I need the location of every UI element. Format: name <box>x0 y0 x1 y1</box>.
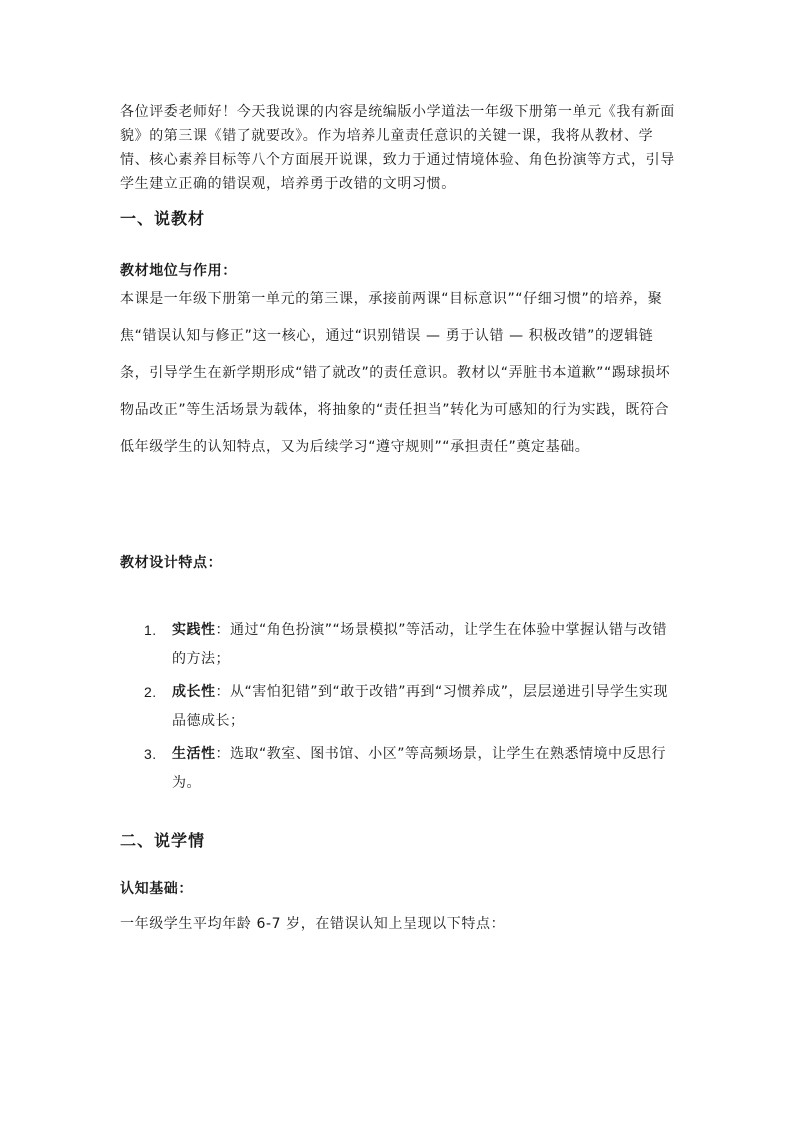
cognition-paragraph: 一年级学生平均年龄 6-7 岁，在错误认知上呈现以下特点： <box>120 916 506 932</box>
list-item-separator: ： <box>215 746 230 762</box>
textbook-position-paragraph: 本课是一年级下册第一单元的第三课，承接前两课“目标意识”“仔细习惯”的培养，聚焦“错误认知与修正”这一核心，通过“识别错误 — 勇于认错 — 积极改错”的逻辑链条，引导学生在新学期形成“错了就改”的责任意识。教材以“弄脏书本道歉”“踢球损坏物品改正”等生活场景为载体，将抽象的“责任担当”转化为可感知的行为实践，既符合低年级学生的认知特点，又为后续学习“遵守规则”“承担责任”奠定基础。 <box>120 291 671 455</box>
list-item <box>120 616 676 674</box>
list-item-number: 3. <box>144 746 157 762</box>
list-item-number: 1. <box>144 622 157 638</box>
list-item-text: 从“害怕犯错”到“敢于改错”再到“习惯养成”，层层递进引导学生实现品德成长； <box>172 684 669 729</box>
list-item <box>120 678 676 736</box>
textbook-position-title: 教材地位与作用： <box>120 263 237 279</box>
list-item-term: 实践性 <box>172 622 216 638</box>
list-item-text: 通过“角色扮演”“场景模拟”等活动，让学生在体验中掌握认错与改错的方法； <box>172 622 668 667</box>
list-item <box>120 740 676 798</box>
list-item-term: 生活性 <box>172 746 216 762</box>
list-item-term: 成长性 <box>172 684 216 700</box>
list-item-separator: ： <box>215 684 230 700</box>
section-2-heading: 二、说学情 <box>120 831 206 850</box>
textbook-features-list <box>120 616 676 802</box>
list-item-number: 2. <box>144 684 157 700</box>
list-item-text: 选取“教室、图书馆、小区”等高频场景，让学生在熟悉情境中反思行为。 <box>172 746 667 791</box>
list-item-separator: ： <box>215 622 230 638</box>
section-1-heading: 一、说教材 <box>120 209 206 228</box>
cognition-title: 认知基础： <box>120 881 193 897</box>
intro-paragraph: 各位评委老师好！今天我说课的内容是统编版小学道法一年级下册第一单元《我有新面貌》的第三课《错了就要改》。作为培养儿童责任意识的关键一课，我将从教材、学情、核心素养目标等八个方面展开说课，致力于通过情境体验、角色扮演等方式，引导学生建立正确的错误观，培养勇于改错的文明习惯。 <box>120 104 675 192</box>
textbook-features-title: 教材设计特点： <box>120 555 223 571</box>
